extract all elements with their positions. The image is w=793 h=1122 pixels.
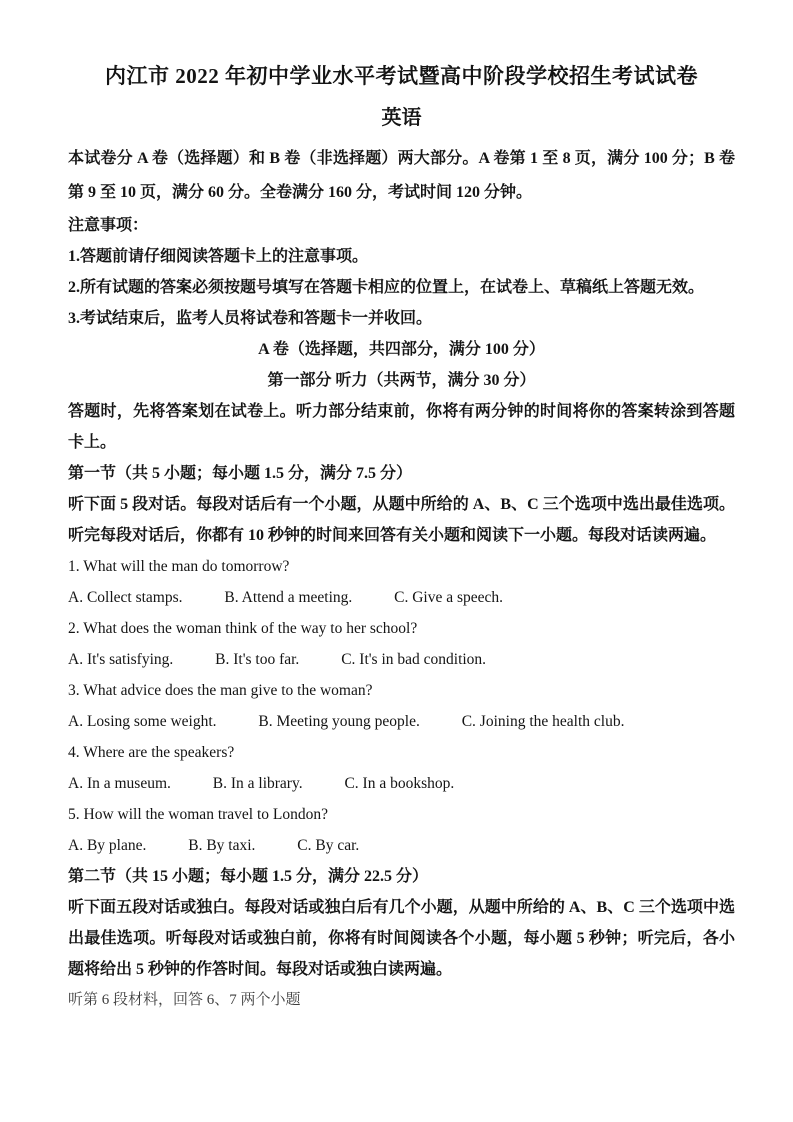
part1-intro: 答题时，先将答案划在试卷上。听力部分结束前，你将有两分钟的时间将你的答案转涂到答题卡上。: [68, 403, 735, 451]
section1-instructions: 听下面 5 段对话。每段对话后有一个小题，从题中所给的 A、B、C 三个选项中选出最佳选项。听完每段对话后，你都有 10 秒钟的时间来回答有关小题和阅读下一小题。每段对话读两遍。: [68, 496, 735, 544]
question-5-text: 5. How will the woman travel to London?: [68, 806, 329, 823]
part1-listening-heading: 第一部分 听力（共两节，满分 30 分）: [267, 372, 536, 389]
question-4-options: [68, 768, 735, 799]
question-1-text: 1. What will the man do tomorrow?: [68, 558, 290, 575]
section2-heading: 第二节（共 15 小题；每小题 1.5 分，满分 22.5 分）: [68, 868, 429, 885]
note-item-2: 2.所有试题的答案必须按题号填写在答题卡相应的位置上，在试卷上、草稿纸上答题无效。: [68, 279, 705, 296]
question-1-option-b: B. Attend a meeting.: [224, 589, 353, 606]
question-5-option-a: A. By plane.: [68, 837, 147, 854]
question-3-option-a: A. Losing some weight.: [68, 713, 217, 730]
material-6-note: 听第 6 段材料，回答 6、7 两个小题: [68, 992, 301, 1008]
question-4-option-a: A. In a museum.: [68, 775, 171, 792]
paper-structure-intro: 本试卷分 A 卷（选择题）和 B 卷（非选择题）两大部分。A 卷第 1 至 8 页，满分 100 分；B 卷第 9 至 10 页，满分 60 分。全卷满分 160 分，考试时间 120 分钟。: [68, 150, 735, 201]
question-5-options: [68, 830, 735, 861]
section1-heading: 第一节（共 5 小题；每小题 1.5 分，满分 7.5 分）: [68, 465, 413, 482]
question-1-option-a: A. Collect stamps.: [68, 589, 183, 606]
question-5-option-c: C. By car.: [297, 837, 360, 854]
subject-title: 英语: [381, 107, 422, 129]
note-item-1: 1.答题前请仔细阅读答题卡上的注意事项。: [68, 248, 369, 265]
notes-heading: 注意事项：: [68, 217, 149, 234]
question-4-option-b: B. In a library.: [212, 775, 303, 792]
section2-instructions: 听下面五段对话或独白。每段对话或独白后有几个小题，从题中所给的 A、B、C 三个选项中选出最佳选项。听每段对话或独白前，你将有时间阅读各个小题，每小题 5 秒钟；听完后，各小题将给出 5 秒钟的作答时间。每段对话或独白读两遍。: [68, 899, 735, 978]
note-item-3: 3.考试结束后，监考人员将试卷和答题卡一并收回。: [68, 310, 433, 327]
question-2-options: [68, 644, 735, 675]
question-2-text: 2. What does the woman think of the way to her school?: [68, 620, 418, 637]
question-4-option-c: C. In a bookshop.: [344, 775, 455, 792]
question-2-option-a: A. It's satisfying.: [68, 651, 174, 668]
question-3-option-b: B. Meeting young people.: [258, 713, 420, 730]
question-4-text: 4. Where are the speakers?: [68, 744, 235, 761]
exam-title: 内江市 2022 年初中学业水平考试暨高中阶段学校招生考试试卷: [105, 64, 698, 88]
question-2-option-b: B. It's too far.: [215, 651, 300, 668]
question-2-option-c: C. It's in bad condition.: [341, 651, 487, 668]
question-3-text: 3. What advice does the man give to the woman?: [68, 682, 373, 699]
question-5-option-b: B. By taxi.: [188, 837, 256, 854]
question-3-option-c: C. Joining the health club.: [461, 713, 625, 730]
question-1-option-c: C. Give a speech.: [394, 589, 504, 606]
section-a-heading: A 卷（选择题，共四部分，满分 100 分）: [258, 341, 545, 358]
question-1-options: [68, 582, 735, 613]
question-3-options: [68, 706, 735, 737]
